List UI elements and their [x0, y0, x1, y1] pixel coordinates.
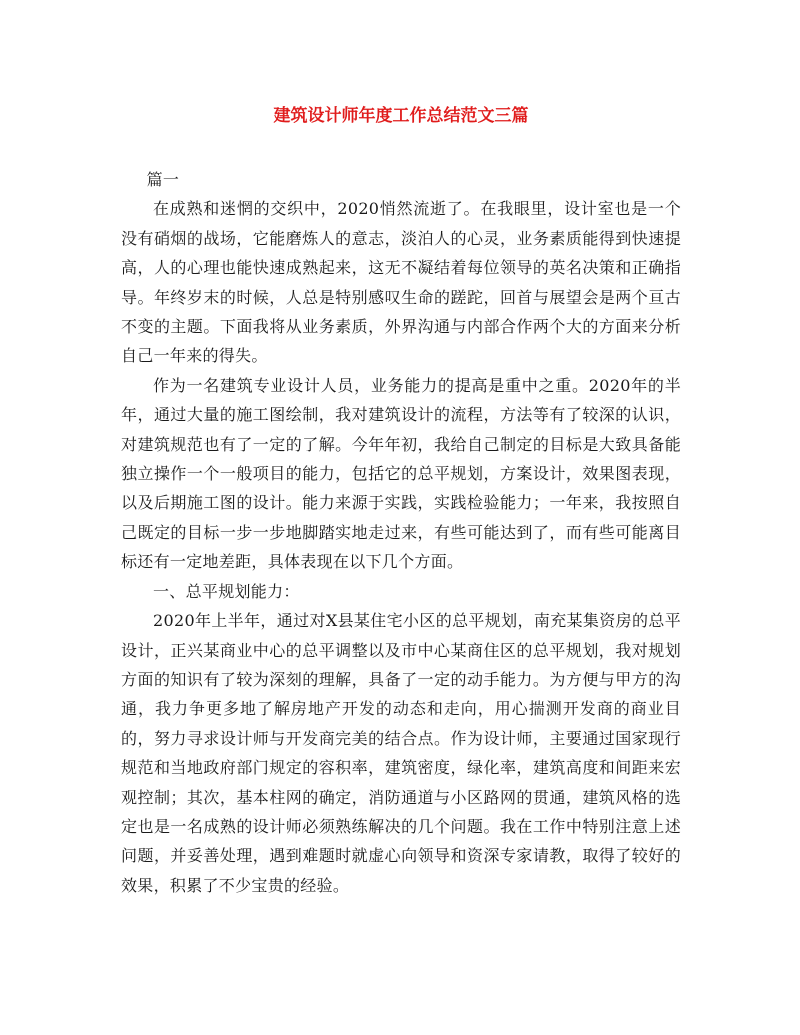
document-title: 建筑设计师年度工作总结范文三篇 [273, 106, 529, 126]
paragraph-intro: 在成熟和迷惘的交织中，2020悄然流逝了。在我眼里，设计室也是一个没有硝烟的战场，它能磨炼人的意志，淡泊人的心灵，业务素质能得到快速提高，人的心理也能快速成熟起来，这无不凝结着每位领导的英名决策和正确指导。年终岁末的时候，人总是特别感叹生命的蹉跎，回首与展望会是两个亘古不变的主题。下面我将从业务素质，外界沟通与内部合作两个大的方面来分析自己一年来的得失。 [121, 199, 681, 366]
subheading-site-planning: 一、总平规划能力： [153, 581, 300, 601]
paragraph-professional-ability: 作为一名建筑专业设计人员，业务能力的提高是重中之重。2020年的半年，通过大量的施工图绘制，我对建筑设计的流程，方法等有了较深的认识，对建筑规范也有了一定的了解。今年年初，我给自己制定的目标是大致具备能独立操作一个一般项目的能力，包括它的总平规划，方案设计，效果图表现，以及后期施工图的设计。能力来源于实践，实践检验能力；一年来，我按照自己既定的目标一步一步地脚踏实地走过来，有些可能达到了，而有些可能离目标还有一定地差距，具体表现在以下几个方面。 [121, 375, 681, 572]
document-body [121, 165, 681, 900]
section-label: 篇一 [146, 170, 180, 189]
paragraph-site-planning: 2020年上半年，通过对X县某住宅小区的总平规划，南充某集资房的总平设计，正兴某商业中心的总平调整以及市中心某商住区的总平规划，我对规划方面的知识有了较为深刻的理解，具备了一定的动手能力。为方便与甲方的沟通，我力争更多地了解房地产开发的动态和走向，用心揣测开发商的商业目的，努力寻求设计师与开发商完美的结合点。作为设计师，主要通过国家现行规范和当地政府部门规定的容积率，建筑密度，绿化率，建筑高度和间距来宏观控制；其次，基本柱网的确定，消防通道与小区路网的贯通，建筑风格的选定也是一名成熟的设计师必须熟练解决的几个问题。我在工作中特别注意上述问题，并妥善处理，遇到难题时就虚心向领导和资深专家请教，取得了较好的效果，积累了不少宝贵的经验。 [121, 611, 681, 895]
